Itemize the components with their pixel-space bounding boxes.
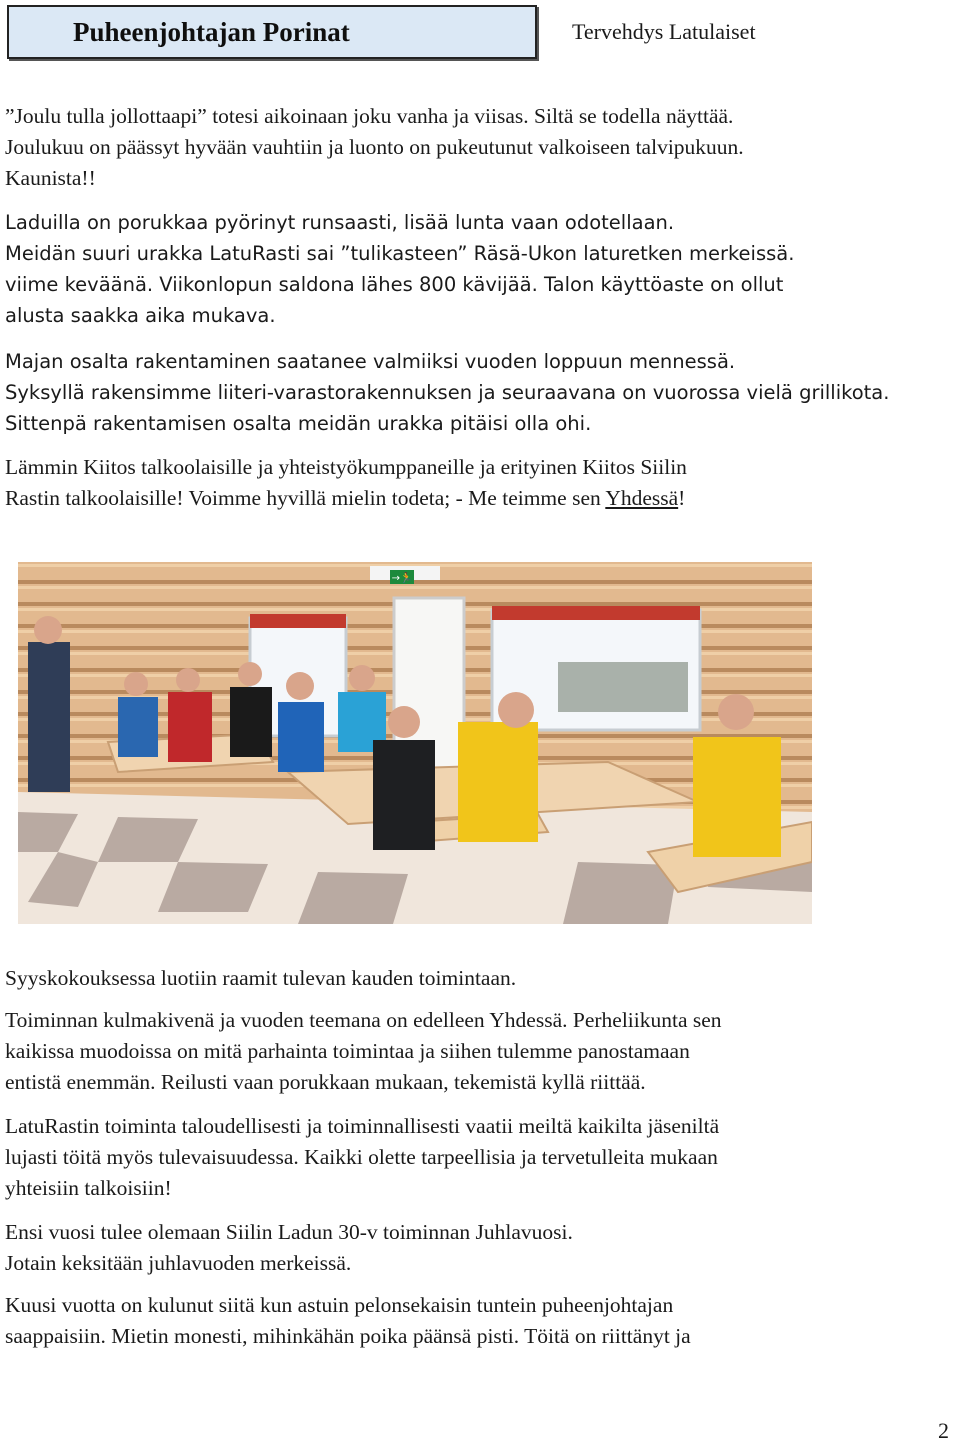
text-span: Rastin talkoolaisille! Voimme hyvillä mielin todeta; - Me teimme sen — [5, 486, 606, 510]
paragraph-thanks — [5, 452, 687, 514]
trees-outside — [558, 662, 688, 712]
paragraph-future — [5, 1111, 719, 1204]
text-line: Toiminnan kulmakivenä ja vuoden teemana on edelleen Yhdessä. Perheliikunta sen — [5, 1008, 722, 1032]
text-line: Meidän suuri urakka LatuRasti sai ”tulikasteen” Räsä-Ukon laturetken merkeissä. — [5, 242, 795, 265]
cabin-illustration — [18, 562, 812, 924]
text-line: Ensi vuosi tulee olemaan Siilin Ladun 30-v toiminnan Juhlavuosi. — [5, 1220, 573, 1244]
title-box — [7, 5, 537, 59]
text-line: alusta saakka aika mukava. — [5, 304, 276, 327]
text-span: ! — [678, 486, 686, 510]
text-line: Lämmin Kiitos talkoolaisille ja yhteistyökumppaneille ja erityinen Kiitos Siilin — [5, 455, 687, 479]
text-line: Laduilla on porukkaa pyörinyt runsaasti, lisää lunta vaan odotellaan. — [5, 211, 675, 234]
text-line: entistä enemmän. Reilusti vaan porukkaan mukaan, tekemistä kyllä riittää. — [5, 1070, 646, 1094]
paragraph-theme — [5, 1005, 722, 1098]
text-line: LatuRastin toiminta taloudellisesti ja toiminnallisesti vaatii meiltä kaikilta jäseniltä — [5, 1114, 720, 1138]
text-span: viime keväänä. Viikonlopun saldona lähes 800 kävijää. — [5, 273, 538, 296]
paragraph-meeting — [5, 963, 516, 994]
curtain — [250, 614, 346, 628]
text-line — [5, 269, 794, 300]
text-line: Syksyllä rakensimme liiteri-varastorakennuksen ja seuraavana on vuorossa vielä grillikota. — [5, 381, 890, 404]
text-span: Talon käyttöaste on ollut — [537, 273, 784, 296]
page-title: Puheenjohtajan Porinat — [73, 17, 350, 47]
paragraph-trails — [5, 207, 794, 331]
text-line: Kaunista!! — [5, 166, 96, 190]
text-line: Joulukuu on päässyt hyvään vauhtiin ja luonto on pukeutunut valkoiseen talvipukuun. — [5, 135, 744, 159]
paragraph-anniversary — [5, 1217, 573, 1279]
exit-sign-text: →🏃 — [391, 573, 413, 584]
paragraph-chairman — [5, 1290, 691, 1352]
text-line: saappaisiin. Mietin monesti, mihinkähän poika päänsä pisti. Töitä on riittänyt ja — [5, 1324, 691, 1348]
paragraph-intro — [5, 101, 744, 194]
text-line — [5, 483, 687, 514]
paragraph-construction — [5, 346, 889, 439]
text-line: ”Joulu tulla jollottaapi” totesi aikoinaan joku vanha ja viisas. Siltä se todella näyttää. — [5, 104, 734, 128]
curtain — [492, 606, 700, 620]
page-number: 2 — [938, 1418, 949, 1443]
greeting: Tervehdys Latulaiset — [572, 19, 756, 44]
text-line: Syyskokouksessa luotiin raamit tulevan kauden toimintaan. — [5, 966, 517, 990]
yhdessa-link[interactable]: Yhdessä — [605, 486, 679, 510]
text-line: Majan osalta rakentaminen saatanee valmiiksi vuoden loppuun mennessä. — [5, 350, 736, 373]
cabin-photo — [18, 562, 812, 924]
text-line: kaikissa muodoissa on mitä parhainta toimintaa ja siihen tulemme panostamaan — [5, 1039, 690, 1063]
text-line: yhteisiin talkoisiin! — [5, 1176, 172, 1200]
text-line: lujasti töitä myös tulevaisuudessa. Kaikki olette tarpeellisia ja tervetulleita mukaan — [5, 1145, 718, 1169]
text-line: Kuusi vuotta on kulunut siitä kun astuin pelonsekaisin tuntein puheenjohtajan — [5, 1293, 674, 1317]
text-line: Sittenpä rakentamisen osalta meidän urakka pitäisi olla ohi. — [5, 412, 592, 435]
text-line: Jotain keksitään juhlavuoden merkeissä. — [5, 1251, 352, 1275]
